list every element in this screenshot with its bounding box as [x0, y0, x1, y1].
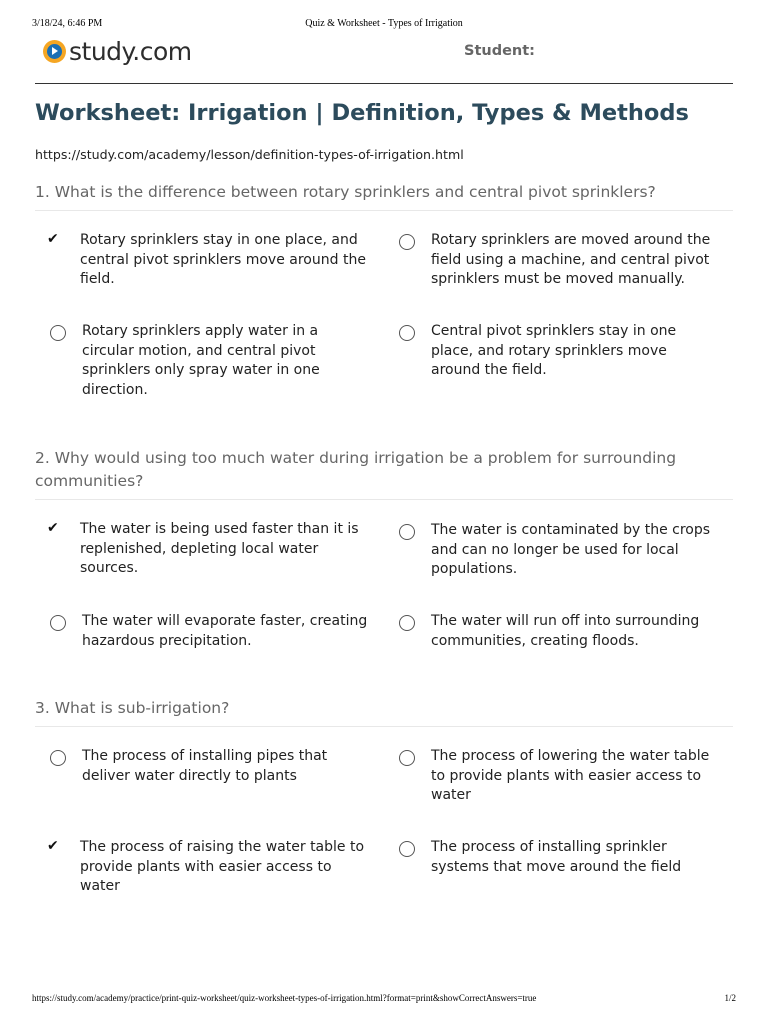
page-number: 1/2: [724, 993, 736, 1003]
student-label: Student:: [464, 43, 535, 59]
logo-text: study.com: [69, 36, 192, 66]
answer-option[interactable]: [47, 231, 372, 290]
answer-text: Central pivot sprinklers stay in one place, and rotary sprinklers move around the field.: [431, 323, 677, 378]
footer-url: https://study.com/academy/practice/print-quiz-worksheet/quiz-worksheet-types-of-irrigation.html?format=print&showCorrectAnswers=true: [32, 993, 537, 1003]
answer-text: The process of installing pipes that deliver water directly to plants: [82, 748, 328, 784]
print-page-title: Quiz & Worksheet - Types of Irrigation: [305, 18, 463, 29]
checkmark-icon: ✔: [47, 520, 59, 536]
checkmark-icon: ✔: [47, 838, 59, 854]
print-timestamp: 3/18/24, 6:46 PM: [32, 18, 103, 29]
answer-text: The process of lowering the water table to provide plants with easier access to water: [431, 748, 710, 803]
study-com-logo[interactable]: [43, 36, 192, 66]
checkmark-icon: ✔: [47, 231, 59, 247]
play-circle-logo-icon: [43, 40, 66, 63]
question-text: 3. What is sub-irrigation?: [35, 697, 733, 727]
answer-text: The water will run off into surrounding communities, creating floods.: [431, 613, 700, 649]
radio-button-icon[interactable]: [399, 615, 415, 631]
answer-option[interactable]: [431, 322, 711, 381]
answer-text: Rotary sprinklers are moved around the field using a machine, and central pivot sprinklers must be moved manually.: [431, 232, 711, 287]
answer-text: The water is contaminated by the crops and can no longer be used for local populations.: [431, 522, 711, 577]
radio-button-icon[interactable]: [399, 841, 415, 857]
radio-button-icon[interactable]: [399, 750, 415, 766]
header-divider: [35, 83, 733, 84]
print-header: [32, 18, 736, 32]
question-2: [35, 447, 733, 500]
question-1: [35, 181, 733, 211]
answer-option[interactable]: [431, 521, 723, 580]
answer-option[interactable]: [82, 322, 362, 400]
answer-text: Rotary sprinklers apply water in a circular motion, and central pivot sprinklers only spray water in one direction.: [82, 323, 320, 398]
page-title: Worksheet: Irrigation | Definition, Types & Methods: [35, 100, 689, 126]
radio-button-icon[interactable]: [399, 234, 415, 250]
question-3: [35, 697, 733, 727]
radio-button-icon[interactable]: [399, 325, 415, 341]
radio-button-icon[interactable]: [399, 524, 415, 540]
answer-option[interactable]: [431, 838, 711, 877]
radio-button-icon[interactable]: [50, 750, 66, 766]
answer-text: The process of raising the water table to provide plants with easier access to water: [80, 839, 365, 894]
answer-option[interactable]: [82, 612, 374, 651]
lesson-url[interactable]: https://study.com/academy/lesson/definition-types-of-irrigation.html: [35, 147, 464, 162]
radio-button-icon[interactable]: [50, 615, 66, 631]
answer-text: The water is being used faster than it is replenished, depleting local water sources.: [80, 521, 359, 576]
answer-text: The process of installing sprinkler systems that move around the field: [431, 839, 682, 875]
answer-option[interactable]: [82, 747, 362, 786]
answer-option[interactable]: [47, 838, 372, 897]
question-text: 2. Why would using too much water during irrigation be a problem for surrounding communities?: [35, 447, 733, 500]
answer-option[interactable]: [47, 520, 372, 579]
question-text: 1. What is the difference between rotary sprinklers and central pivot sprinklers?: [35, 181, 733, 211]
answer-text: Rotary sprinklers stay in one place, and central pivot sprinklers move around the field.: [80, 232, 366, 287]
answer-text: The water will evaporate faster, creating hazardous precipitation.: [82, 613, 368, 649]
answer-option[interactable]: [431, 231, 723, 290]
answer-option[interactable]: [431, 747, 723, 806]
answer-option[interactable]: [431, 612, 723, 651]
radio-button-icon[interactable]: [50, 325, 66, 341]
